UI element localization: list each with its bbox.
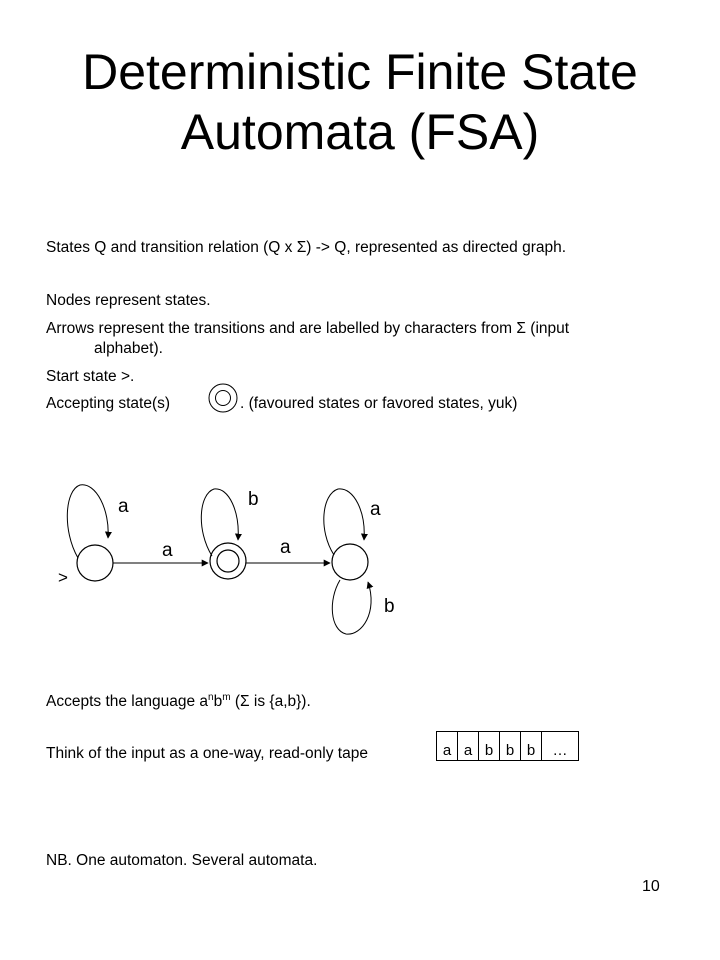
language-sup-n: n xyxy=(208,692,214,703)
start-state-marker: > xyxy=(58,568,68,587)
tape-cell-ellipsis: … xyxy=(541,731,579,761)
language-suffix: (Σ is {a,b}). xyxy=(230,693,311,710)
states-definition-text: States Q and transition relation (Q x Σ) -> Q, represented as directed graph. xyxy=(46,239,567,256)
tape-description-text: Think of the input as a one-way, read-only tape xyxy=(46,745,368,762)
tape-cell: b xyxy=(499,731,520,761)
loop-q0-label: a xyxy=(118,496,129,517)
state-q0 xyxy=(77,545,113,581)
tape-cell: a xyxy=(436,731,457,761)
accepting-state-text-prefix: Accepting state(s) xyxy=(46,395,171,412)
title-line-2: Automata (FSA) xyxy=(180,104,540,160)
state-q2 xyxy=(332,544,368,580)
accepting-state-text-suffix: . (favoured states or favored states, yuk) xyxy=(240,395,518,412)
language-mid: b xyxy=(213,693,223,710)
tape-cell: b xyxy=(478,731,499,761)
language-text xyxy=(46,692,311,711)
input-tape xyxy=(436,731,579,761)
arrows-text: Arrows represent the transitions and are labelled by characters from Σ (input xyxy=(46,320,570,337)
tape-cell: a xyxy=(457,731,478,761)
arrows-text-continued: alphabet). xyxy=(94,340,163,357)
nodes-text: Nodes represent states. xyxy=(46,292,211,309)
nb-text: NB. One automaton. Several automata. xyxy=(46,852,318,869)
start-state-text: Start state >. xyxy=(46,368,135,385)
language-prefix: Accepts the language a xyxy=(46,693,209,710)
loop-q1-label: b xyxy=(248,489,259,510)
state-q1-accepting xyxy=(210,543,246,579)
accepting-state-icon xyxy=(209,384,237,412)
title-line-1: Deterministic Finite State xyxy=(82,44,638,100)
edge-q1-q2-label: a xyxy=(280,537,291,558)
edge-q0-q1-label: a xyxy=(162,540,173,561)
loop-q1 xyxy=(201,489,238,556)
language-sup-m: m xyxy=(222,692,231,703)
loop-q2-bottom xyxy=(332,580,371,634)
loop-q2-bottom-label: b xyxy=(384,596,395,617)
loop-q2-top-label: a xyxy=(370,499,381,520)
tape-cell: b xyxy=(520,731,541,761)
page-number: 10 xyxy=(642,878,660,895)
